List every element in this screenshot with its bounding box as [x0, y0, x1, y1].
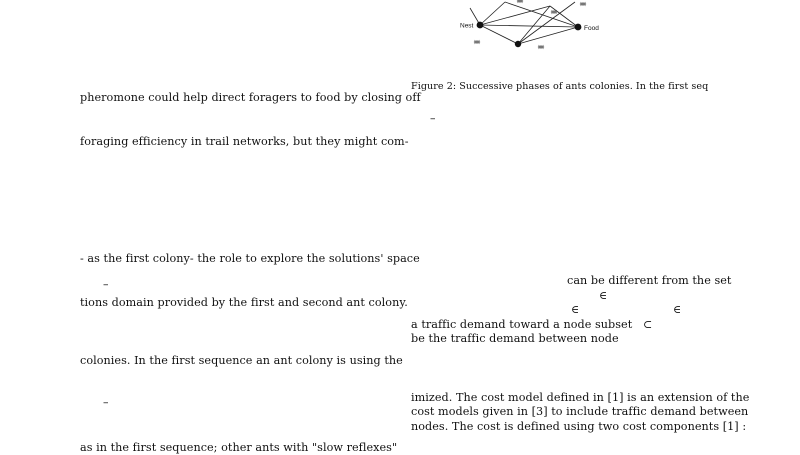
- left-line-5: colonies. In the first sequence an ant colony is using the: [80, 354, 403, 367]
- right-dash: –: [430, 112, 436, 125]
- element-of-symbol-1: ∈: [599, 289, 608, 302]
- left-line-3: - as the first colony- the role to explore the solutions' space: [80, 252, 420, 265]
- left-line-2: foraging efficiency in trail networks, but they might com-: [80, 135, 409, 148]
- nest-node: [477, 22, 484, 29]
- left-line-4: tions domain provided by the first and second ant colony.: [80, 296, 408, 309]
- ant-icon: [517, 0, 523, 3]
- ant-colony-network-figure: [450, 0, 620, 56]
- intermediate-node: [515, 41, 521, 47]
- subset-symbol: ⊂: [643, 318, 653, 331]
- right-cost-line-2: cost models given in [3] to include traffic demand between: [411, 405, 749, 418]
- ant-icon: [538, 45, 544, 49]
- nest-label: Nest: [460, 22, 474, 30]
- left-dash-1: –: [103, 278, 109, 291]
- ant-icon: [580, 2, 586, 6]
- element-of-symbol-3: ∈: [673, 303, 682, 316]
- food-label: Food: [584, 25, 599, 32]
- ant-icon: [474, 40, 480, 44]
- right-demand-line-2: be the traffic demand between node: [411, 332, 619, 345]
- left-dash-2: –: [103, 396, 109, 409]
- left-line-6: as in the first sequence; other ants with "slow reflexes": [80, 441, 398, 454]
- right-cost-line-1: imized. The cost model defined in [1] is an extension of the: [411, 391, 750, 404]
- food-node: [575, 24, 582, 31]
- element-of-symbol-2: ∈: [571, 303, 580, 316]
- right-set-line: can be different from the set: [567, 274, 732, 287]
- figure-caption: Figure 2: Successive phases of ants colonies. In the first seq: [411, 81, 709, 92]
- ant-icon: [551, 10, 557, 14]
- left-line-1: pheromone could help direct foragers to food by closing off: [80, 91, 421, 104]
- ant-icons: [474, 0, 586, 49]
- right-cost-line-3: nodes. The cost is defined using two cost components [1] :: [411, 420, 747, 433]
- right-demand-line-1: a traffic demand toward a node subset: [411, 318, 633, 331]
